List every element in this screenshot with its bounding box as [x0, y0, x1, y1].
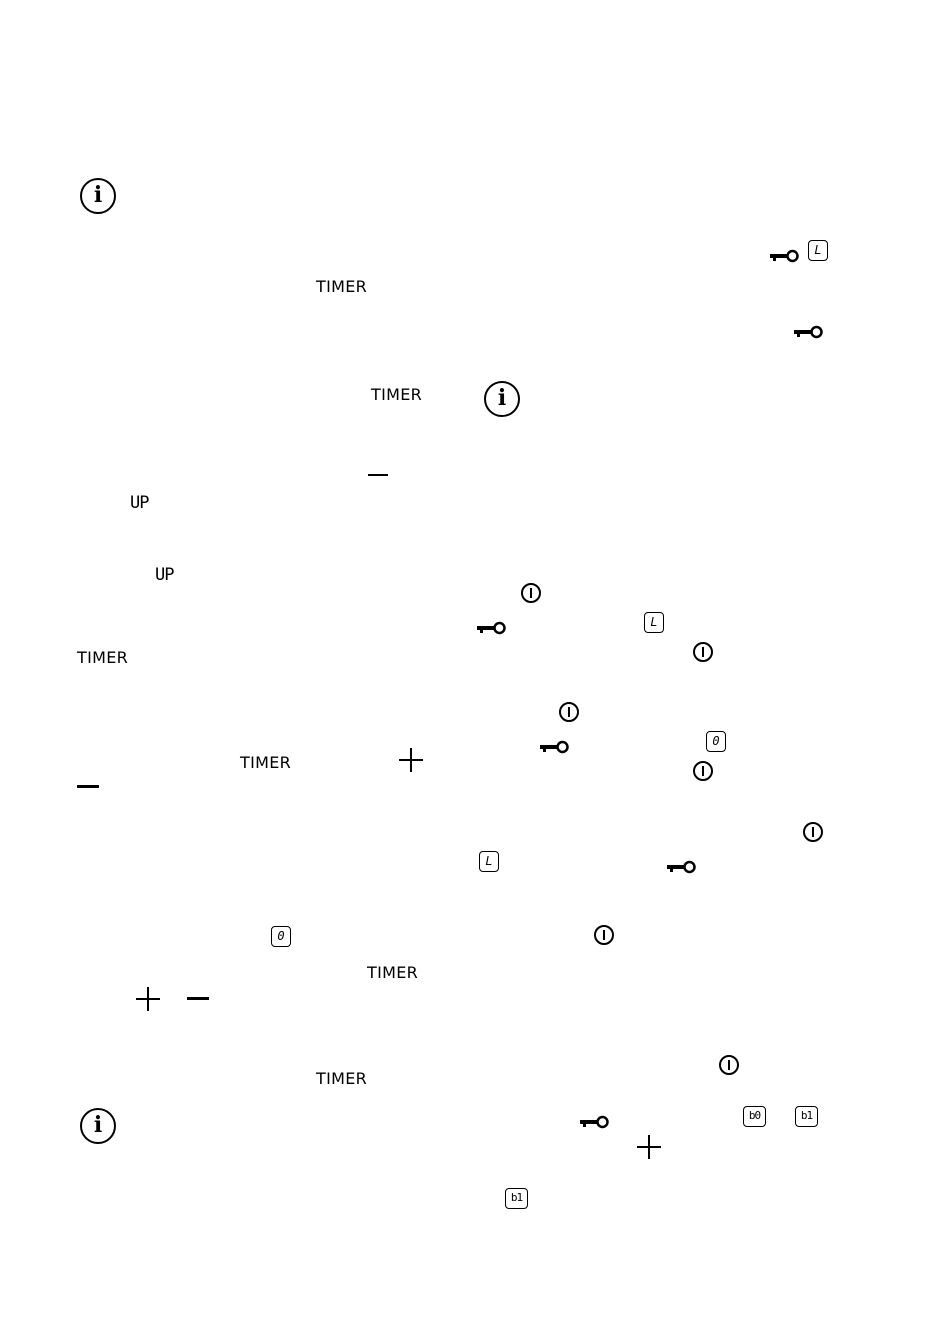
display-up: UP — [130, 493, 149, 513]
on-off-icon — [803, 822, 823, 842]
timer-label: TIMER — [367, 963, 419, 982]
plus-icon — [136, 987, 160, 1011]
info-icon: i — [80, 1108, 116, 1144]
key-lock-icon — [540, 740, 570, 754]
on-off-icon — [559, 702, 579, 722]
minus-icon — [368, 474, 388, 476]
on-off-icon — [693, 761, 713, 781]
display-up: UP — [155, 565, 174, 585]
on-off-icon — [719, 1055, 739, 1075]
plus-icon — [399, 748, 423, 772]
on-off-icon — [521, 583, 541, 603]
key-lock-icon — [477, 621, 507, 635]
display-lock: L — [808, 240, 828, 261]
key-lock-icon — [667, 860, 697, 874]
plus-icon — [637, 1135, 661, 1159]
key-lock-icon — [794, 325, 824, 339]
minus-icon — [187, 997, 209, 1000]
display-lock: L — [644, 612, 664, 633]
timer-label: TIMER — [371, 385, 423, 404]
key-lock-icon — [770, 249, 800, 263]
display-b1: b1 — [505, 1188, 528, 1209]
info-icon: i — [484, 381, 520, 417]
timer-label: TIMER — [240, 753, 292, 772]
timer-label: TIMER — [316, 277, 368, 296]
display-zero: 0 — [271, 926, 291, 947]
timer-label: TIMER — [316, 1069, 368, 1088]
display-lock: L — [479, 851, 499, 872]
minus-icon — [77, 785, 99, 788]
display-b0: b0 — [743, 1106, 766, 1127]
display-zero: 0 — [706, 731, 726, 752]
display-b1: b1 — [795, 1106, 818, 1127]
on-off-icon — [693, 642, 713, 662]
on-off-icon — [594, 925, 614, 945]
timer-label: TIMER — [77, 648, 129, 667]
key-lock-icon — [580, 1115, 610, 1129]
info-icon: i — [80, 178, 116, 214]
